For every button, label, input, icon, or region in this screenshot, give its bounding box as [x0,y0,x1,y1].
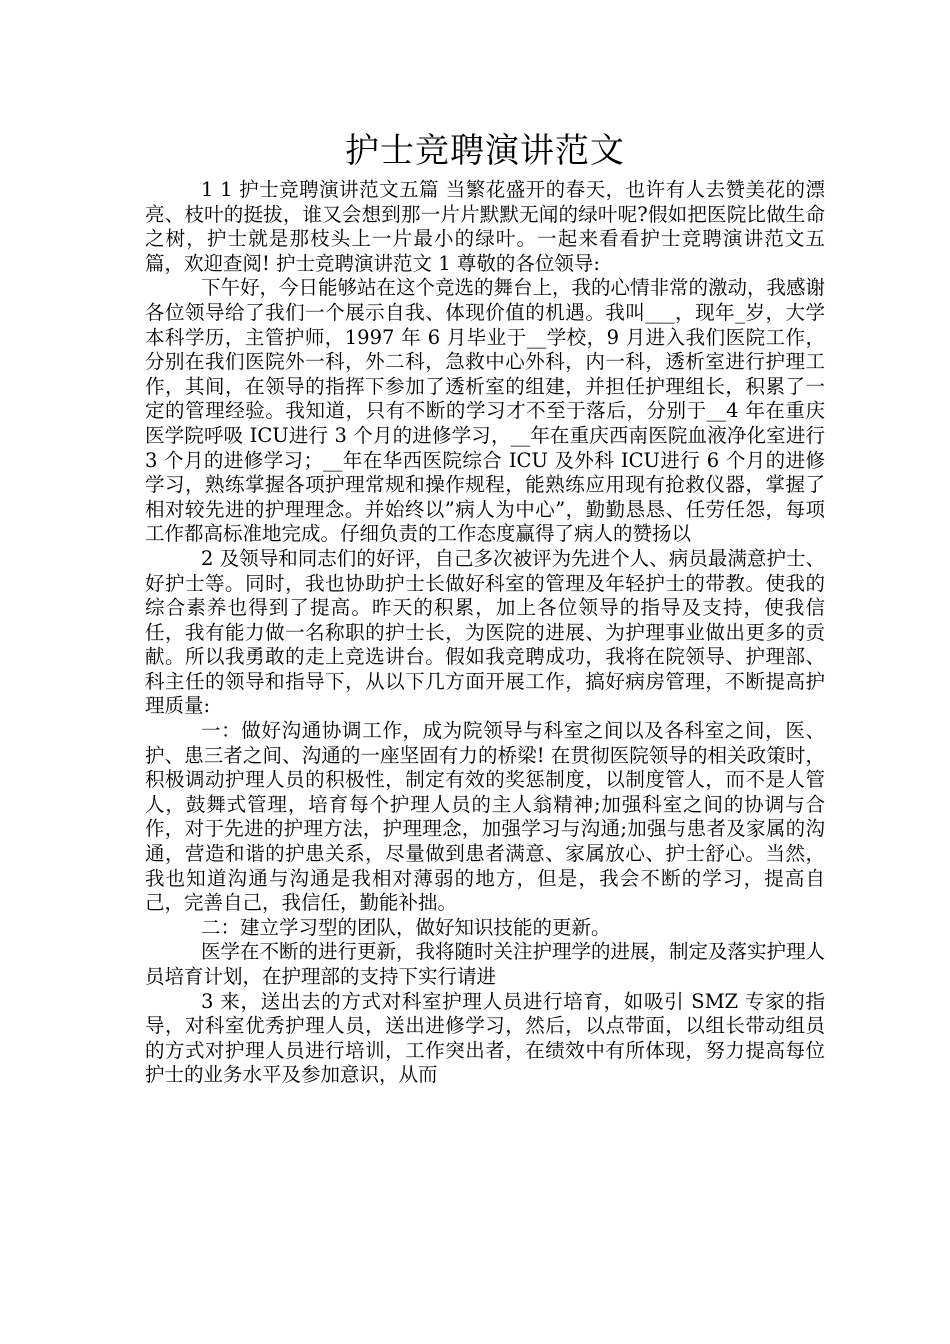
paragraph-self-introduction: 下午好，今日能够站在这个竞选的舞台上，我的心情非常的激动，我感谢各位领导给了我们一个展示自我、体现价值的机遇。我叫___，现年_岁，大学本科学历，主管护师，1997 年 6 月毕业于__学校，9 月进入我们医院工作，分别在我们医院外一科，外二科，急救中心外科，内一科，透析室进行护理工作，其间，在领导的指挥下参加了透析室的组建，并担任护理组长，积累了一定的管理经验。我知道，只有不断的学习才不至于落后，分别于__4 年在重庆医学院呼吸 ICU进行 3 个月的进修学习，__年在重庆西南医院血液净化室进行 3 个月的进修学习；__年在华西医院综合 ICU 及外科 ICU进行 6 个月的进修学习，熟练掌握各项护理常规和操作规程，能熟练应用现有抢救仪器，掌握了相对较先进的护理理念。并始终以”病人为中心”，勤勤恳恳、任劳任怨，每项工作都高标准地完成。仔细负责的工作态度赢得了病人的赞扬以 [145,276,826,546]
document-title: 护士竞聘演讲范文 [345,131,625,171]
paragraph-point-two-heading: 二：建立学习型的团队，做好知识技能的更新。 [201,915,611,939]
paragraph-training-plan: 医学在不断的进行更新，我将随时关注护理学的进展，制定及落实护理人员培育计划，在护理部的支持下实行请进 [145,940,826,988]
paragraph-intro: 1 1 护士竞聘演讲范文五篇 当繁花盛开的春天，也许有人去赞美花的漂亮、枝叶的挺拔，谁又会想到那一片片默默无闻的绿叶呢?假如把医院比做生命之树，护士就是那枝头上一片最小的绿叶。一起来看看护士竞聘演讲范文五篇，欢迎查阅! 护士竞聘演讲范文 1 尊敬的各位领导: [145,178,825,275]
paragraph-achievements: 2 及领导和同志们的好评，自己多次被评为先进个人、病员最满意护士、好护士等。同时，我也协助护士长做好科室的管理及年轻护士的带教。使我的综合素养也得到了提高。昨天的积累，加上各位领导的指导及支持，使我信任，我有能力做一名称职的护士长，为医院的进展、为护理事业做出更多的贡献。所以我勇敢的走上竞选讲台。假如我竞聘成功，我将在院领导、护理部、科主任的领导和指导下，从以下几方面开展工作，搞好病房管理，不断提高护理质量: [145,546,825,718]
paragraph-training-method: 3 来，送出去的方式对科室护理人员进行培育，如吸引 SMZ 专家的指导，对科室优秀护理人员，送出进修学习，然后，以点带面，以组长带动组员的方式对护理人员进行培训，工作突出者，在绩效中有所体现，努力提高每位护士的业务水平及参加意识，从而 [145,989,825,1087]
document-page [145,128,825,1088]
paragraph-point-one: 一：做好沟通协调工作，成为院领导与科室之间以及各科室之间，医、护、患三者之间、沟通的一座坚固有力的桥梁! 在贯彻医院领导的相关政策时，积极调动护理人员的积极性，制定有效的奖惩制度，以制度管人，而不是人管人，鼓舞式管理，培育每个护理人员的主人翁精神;加强科室之间的协调与合作，对于先进的护理方法，护理理念，加强学习与沟通;加强与患者及家属的沟通，营造和谐的护患关系，尽量做到患者满意、家属放心、护士舒心。当然，我也知道沟通与沟通是我相对薄弱的地方，但是，我会不断的学习，提高自己，完善自己，我信任，勤能补拙。 [145,719,825,915]
